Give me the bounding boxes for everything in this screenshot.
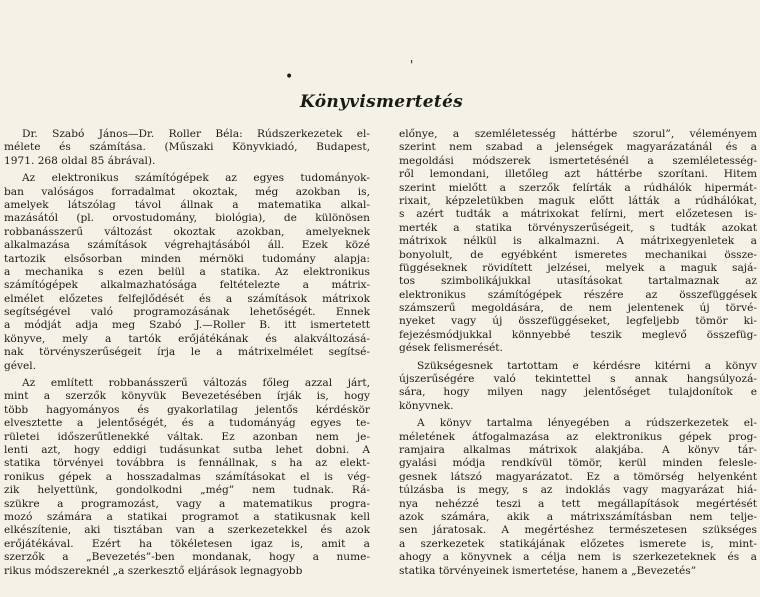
text-line: a szerkezetek statikájának előzetes ismerete is, mint-	[399, 537, 757, 550]
text-line: újszerűségére való tekintettel s annak hangsúlyozá-	[399, 373, 757, 386]
text-line: ről lemondani, illetőleg azt háttérbe szorítani. Hitem	[399, 168, 757, 181]
text-line: Az említett robbanásszerű változás főleg azzal járt,	[22, 377, 370, 390]
text-line: gyalási módja rendkívül tömör, kerül minden felesle-	[399, 457, 757, 470]
text-line: előnye, a szemléletesség háttérbe szorul”, véleményem	[399, 128, 757, 140]
text-line: szükre a programozást, vagy a matematikus progra-	[4, 497, 370, 510]
text-line: nak törvényszerűségeit írja le a mátrixelmélet segítsé-	[4, 346, 370, 359]
text-line: a mechanika s ezen belül a statika. Az elektronikus	[4, 265, 370, 278]
text-line: méletének átfogalmazása az elektronikus gépek prog-	[399, 430, 757, 443]
text-line: ahogy a könyvnek a célja nem is szerkezeteknek és a	[399, 551, 757, 564]
text-line: rületei időszerűtlenekké váltak. Ez azonban nem je-	[4, 430, 370, 443]
text-line: számítógépek alkalmazhatósága feltételezte a mátrix-	[4, 279, 370, 292]
text-line: elmélet előzetes felfejlődését és a számítások mátrixok	[4, 292, 370, 305]
text-line: bonyolult, de egyébként ismeretes mechanikai össze-	[399, 248, 757, 261]
text-line: Szükségesnek tartottam e kérdésre kitérni a könyv	[417, 359, 757, 372]
text-line: rixait, képzeletükben maguk előtt látták a rúdhálókat,	[399, 194, 757, 207]
text-line: segítségével való programozásának lehetőségét. Ennek	[4, 306, 370, 319]
text-line: mozó számára a statikai programot a statikusnak kell	[4, 510, 370, 523]
text-line: túlzásba is megy, s az indoklás vagy magyarázat hiá-	[399, 484, 757, 497]
page-title: Könyvismertetés	[300, 92, 464, 112]
text-line: elvesztette a jelentőségét, és a tudományág egyes te-	[4, 417, 370, 430]
text-line: könyve, mely a tartók erőjátékának és alakváltozásá-	[4, 332, 370, 345]
text-line: rikus módszereknél „a szerkesztő eljárások legnagyobb	[4, 564, 303, 577]
text-line: mint a szerzők könyvük Bevezetésében írják is, hogy	[4, 390, 370, 403]
text-line: függéseknek rövidített jelzései, melyek a maguk sajá-	[399, 261, 757, 274]
text-line: ramjaira alkalmas mátrixok alakjába. A könyv tár-	[399, 443, 757, 456]
text-line: szerzők a „Bevezetés”-ben mondanak, hogy a nume-	[4, 551, 370, 564]
text-line: statika törvényei továbbra is fennállnak, s ha az elekt-	[4, 457, 370, 470]
text-line: alkalmazása számítások végrehajtásából áll. Ezek közé	[4, 239, 370, 252]
text-line: ban valóságos forradalmat okoztak, még azokban is,	[4, 185, 370, 198]
text-line: elkészítenie, aki tisztában van a szerkezetekkel és azok	[4, 524, 370, 537]
text-line: tartozik elsősorban minden mérnöki tudomány alapja:	[4, 252, 370, 265]
print-speck-dot: •	[285, 69, 294, 85]
text-line: ronikus gépek a hosszadalmas számításokat el is vég-	[4, 470, 370, 483]
text-line: sára, hogy milyen nagy jelentőséget tulajdonítok e	[399, 386, 757, 399]
text-line: Dr. Szabó János—Dr. Roller Béla: Rúdszerkezetek el-	[22, 128, 370, 140]
text-line: tos szimbolikájukkal utasításokat tartalmaznak az	[399, 275, 757, 288]
text-line: mazásától (pl. orvostudomány, biológia), de különösen	[4, 212, 370, 225]
text-line: A könyv tartalma lényegében a rúdszerkezetek el-	[417, 417, 757, 430]
text-line: 1971. 268 oldal 85 ábrával).	[4, 154, 156, 167]
text-line: azok számára, akik a mátrixszámításban nem telje-	[399, 510, 757, 523]
text-line: gések felismerését.	[399, 342, 503, 355]
text-line: gével.	[4, 359, 37, 372]
text-line: merték a statika törvényszerűségeit, s tudták azokat	[399, 221, 757, 234]
text-line: nya nehézzé teszi a tett megállapítások megértését	[399, 497, 757, 510]
text-line: a módját adja meg Szabó J.—Roller B. itt ismertetett	[4, 319, 370, 332]
text-line: s azért tudták a mátrixokat felírni, mert előzetesen is-	[399, 208, 757, 221]
text-line: robbanásszerű változást okoztak azokban, amelyeknek	[4, 225, 370, 238]
text-line: több hagyományos és gyakorlatilag jelentős kérdéskör	[4, 403, 370, 416]
text-line: mélete és számítása. (Műszaki Könyvkiadó, Budapest,	[4, 141, 370, 154]
text-line: erőjátékával. Ezért ha tökéletesen igaz is, amit a	[4, 537, 370, 550]
left-column	[4, 128, 370, 578]
text-line: elektronikus számítógépek részére az összefüggések	[399, 288, 757, 301]
text-line: szerint mielőtt a szerzők felírták a rúdhálók hipermát-	[399, 181, 757, 194]
right-column	[399, 128, 757, 578]
text-line: megoldási módszerek ismertetésénél a szemléletesség-	[399, 154, 757, 167]
text-line: mátrixok nélkül is alkalmazni. A mátrixegyenletek a	[399, 235, 757, 248]
text-line: számszerű megoldására, de nem jelentenek új törvé-	[399, 302, 757, 315]
text-line: zik helyettünk, gondolkodni „még” nem tudnak. Rá-	[4, 484, 370, 497]
text-line: fejezésmódjukkal könnyebbé teszik meglevő összefüg-	[399, 328, 757, 341]
text-line: könyvnek.	[399, 399, 454, 412]
print-speck-tick: '	[410, 58, 414, 72]
text-line: Az elektronikus számítógépek az egyes tudományok-	[22, 172, 370, 185]
text-line: nyeket vagy új összefüggéseket, legfeljebb tömör ki-	[399, 315, 757, 328]
text-line: statika törvényeinek ismertetése, hanem a „Bevezetés”	[399, 564, 697, 577]
text-line: sen járatosak. A megértéshez természetesen szükséges	[399, 524, 757, 537]
text-line: amelyek látszólag távol állnak a matematika alkal-	[4, 198, 370, 211]
text-line: gesnek látszó magyarázatot. Ez a tömörség helyenként	[399, 470, 757, 483]
text-line: lenti azt, hogy eddigi tudásunkat sutba lehet dobni. A	[4, 443, 370, 456]
text-line: szerint nem szabad a jelenségek magyarázatánál és a	[399, 141, 757, 154]
